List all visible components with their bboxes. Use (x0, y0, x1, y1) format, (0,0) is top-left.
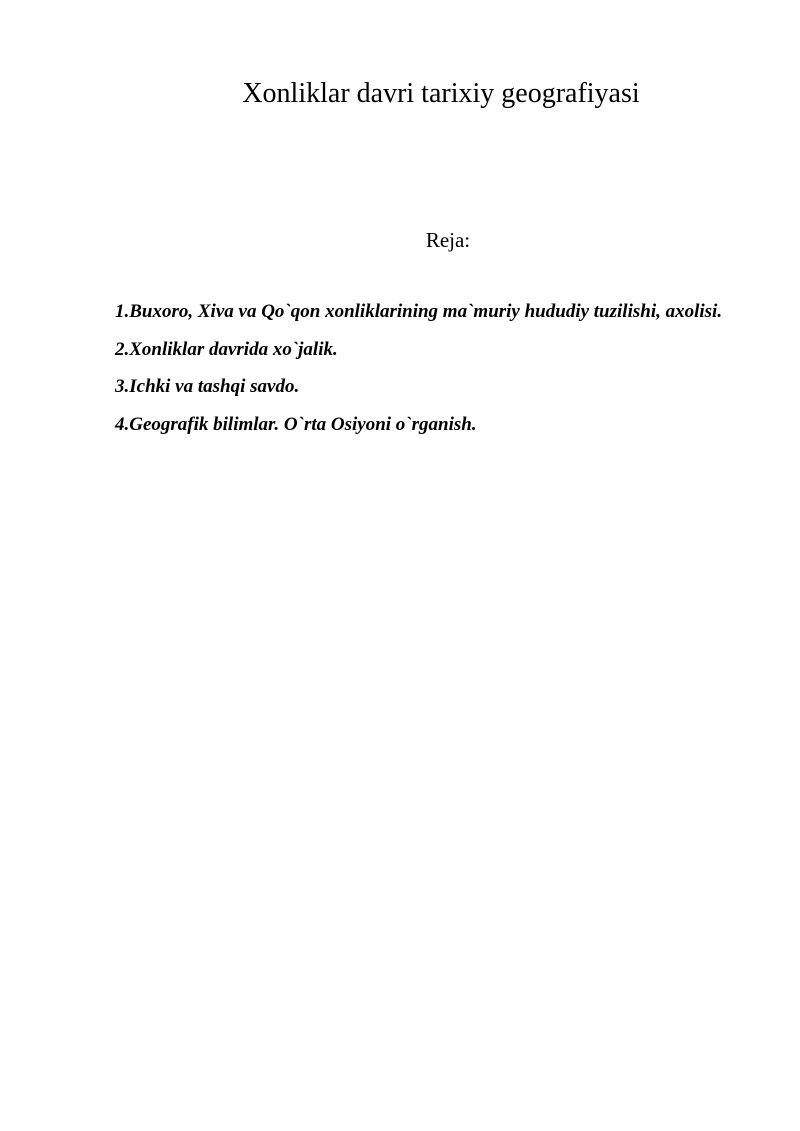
plan-item-3: 3.Ichki va tashqi savdo. (115, 376, 300, 397)
document-title: Xonliklar davri tarixiy geografiyasi (242, 78, 640, 109)
plan-item-1: 1.Buxoro, Xiva va Qo`qon xonliklarining ma`muriy hududiy tuzilishi, axolisi. (115, 301, 723, 322)
plan-item-4: 4.Geografik bilimlar. O`rta Osiyoni o`rganish. (115, 413, 477, 435)
plan-item-2: 2.Xonliklar davrida xo`jalik. (115, 338, 338, 360)
plan-heading: Reja: (425, 228, 471, 252)
plan-list (115, 293, 743, 443)
plan-heading-area (0, 0, 800, 280)
